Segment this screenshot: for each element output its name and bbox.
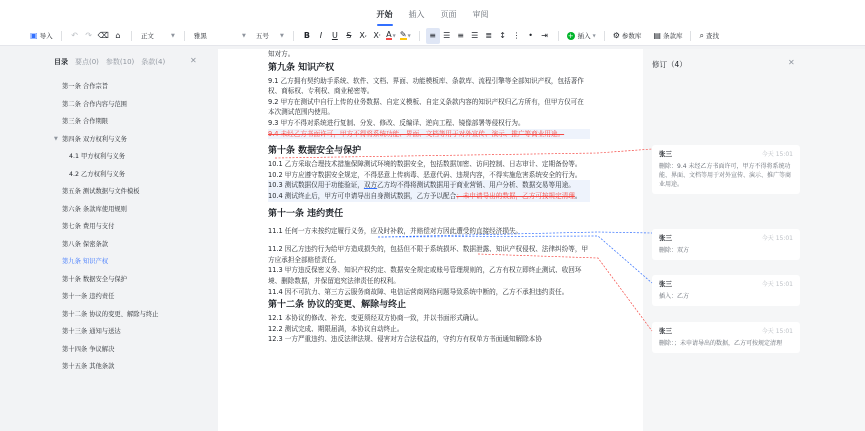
eraser-icon: ⌫ xyxy=(97,30,109,40)
book-icon: ▤ xyxy=(653,30,661,40)
plus-icon: + xyxy=(567,31,574,40)
toc-item[interactable] xyxy=(47,271,207,289)
bullet-list-icon: • xyxy=(528,30,534,40)
toc-item[interactable] xyxy=(47,78,207,96)
spacer xyxy=(268,139,590,143)
paragraph-10-1: 10.1 乙方采取合理技术措施保障测试环境的数据安全，包括数据加密、访问控制、日志审计、定期备份等。 xyxy=(268,160,582,169)
toc-item[interactable] xyxy=(47,166,207,184)
paragraph-10-2: 10.2 甲方应遵守数据安全规定，不得恶意上传病毒、恶意代码、违规内容，不得实施危害系统安全的行为。 xyxy=(268,170,582,179)
highlight-button[interactable] xyxy=(398,28,413,44)
text-run: 。 xyxy=(574,191,582,200)
find-button[interactable] xyxy=(697,28,720,44)
revision-text: 删除：9.4 未经乙方书面许可，甲方不得将系统功能、界面、文档等用于对外宣传、演示、推广等商业用途。 xyxy=(659,163,792,188)
chevron-down-icon: ▼ xyxy=(242,32,246,39)
toc-item-label: 第二条 合作内容与范围 xyxy=(62,100,127,108)
divider xyxy=(558,31,559,41)
text-run: 10.4 测试终止后，甲方可申请导出自身测试数据，乙方予以配合 xyxy=(268,191,457,200)
bold-icon: B xyxy=(303,30,310,40)
toc-item-label: 第九条 知识产权 xyxy=(62,258,109,265)
paragraph-9-4[interactable] xyxy=(268,129,590,140)
align-right-icon: ≡ xyxy=(457,30,464,40)
paragraph-11-2: 11.2 因乙方违约行为给甲方造成损失的，包括但不限于系统损坏、数据泄露、知识产权侵权、法律纠纷等，甲方应承担全部赔偿责任。 xyxy=(268,245,589,264)
strikethrough-icon: S xyxy=(346,30,352,40)
revision-time: 今天 15:01 xyxy=(761,281,793,288)
indent-button[interactable] xyxy=(538,28,552,44)
paragraph-11-1: 11.1 任何一方未按约定履行义务，应及时补救，并赔偿对方因此遭受的直接经济损失。 xyxy=(268,226,523,235)
ordered-list-button[interactable] xyxy=(510,28,524,44)
paragraph-11-4: 11.4 因不可抗力、第三方云服务商故障、电信运营商网络问题导致系统中断的，乙方不承担违约责任。 xyxy=(268,287,569,296)
font-size-value: 五号 xyxy=(255,32,269,40)
revision-author: 张三 xyxy=(659,327,672,335)
chevron-down-icon: ▼ xyxy=(392,33,396,38)
tab-insert[interactable]: 插入 xyxy=(408,10,425,19)
divider xyxy=(184,31,185,41)
italic-button[interactable] xyxy=(314,28,328,44)
tab-params[interactable]: 参数(10) xyxy=(105,58,135,66)
strikethrough-button[interactable] xyxy=(342,28,356,44)
toc-list xyxy=(47,78,207,376)
library-icon: ⚙ xyxy=(612,30,620,40)
spacer xyxy=(268,236,590,244)
heading-article-10: 第十条 数据安全与保护 xyxy=(268,146,362,157)
tab-clauses[interactable]: 条款(4) xyxy=(141,58,166,66)
underline-icon: U xyxy=(331,30,338,40)
clauses-library-button[interactable] xyxy=(651,28,684,44)
params-label: 参数库 xyxy=(621,32,642,40)
toc-item[interactable] xyxy=(47,183,207,201)
toc-item-label: 第十五条 其他条款 xyxy=(62,363,115,370)
unordered-list-button[interactable] xyxy=(524,28,538,44)
font-color-icon: A xyxy=(386,30,392,39)
paragraph-10-4[interactable] xyxy=(268,191,590,202)
chevron-down-icon: ▼ xyxy=(171,32,175,39)
chevron-down-icon: ▼ xyxy=(592,33,596,38)
divider xyxy=(604,31,605,41)
distribute-button[interactable] xyxy=(482,28,496,44)
justify-icon: ☰ xyxy=(471,30,479,40)
outline-tabs xyxy=(47,52,207,72)
paragraph-9-3: 9.3 甲方不得对系统进行复制、分发、修改、反编译、逆向工程、镜像部署等侵权行为。 xyxy=(268,118,525,127)
close-icon[interactable]: ✕ xyxy=(190,56,197,65)
format-painter-button[interactable] xyxy=(111,28,125,44)
tab-page[interactable]: 页面 xyxy=(440,10,457,19)
search-icon: ⌕ xyxy=(699,30,704,40)
style-value: 正文 xyxy=(140,32,154,40)
paragraph-12-3: 12.3 一方严重违约、违反法律法规、侵害对方合法权益的，守约方有权单方书面通知解除本协 xyxy=(268,335,542,344)
document-page[interactable] xyxy=(218,49,643,431)
font-size-select[interactable] xyxy=(253,29,287,42)
superscript-button[interactable] xyxy=(370,28,384,44)
format-painter-icon: ⌂ xyxy=(115,30,121,40)
undo-icon: ↶ xyxy=(71,30,78,40)
toolbar xyxy=(0,26,865,46)
close-icon[interactable]: ✕ xyxy=(788,58,795,67)
align-right-button[interactable] xyxy=(454,28,468,44)
toc-item[interactable] xyxy=(47,131,207,149)
revision-author: 张三 xyxy=(659,280,672,288)
find-label: 查找 xyxy=(705,32,719,40)
toc-item[interactable] xyxy=(47,218,207,236)
paragraph: 知对方。 xyxy=(268,50,295,58)
toc-item[interactable] xyxy=(47,113,207,131)
toc-item-label: 第十四条 争议解决 xyxy=(62,345,115,353)
revision-card[interactable] xyxy=(652,275,800,306)
spacer xyxy=(268,202,590,206)
subscript-button[interactable] xyxy=(356,28,370,44)
align-center-button[interactable] xyxy=(440,28,454,44)
toc-item-label: 第四条 双方权利与义务 xyxy=(62,135,127,143)
subscript-icon: X xyxy=(359,30,365,40)
superscript-icon: X xyxy=(373,30,379,40)
toc-item-label: 第十条 数据安全与保护 xyxy=(62,275,127,283)
text-run: 乙方均不得将测试数据用于商业营销、用户分析、数据交易等用途。 xyxy=(377,181,575,190)
align-left-icon: ≡ xyxy=(429,30,436,40)
divider xyxy=(61,31,62,41)
revision-author: 张三 xyxy=(659,234,672,242)
chevron-down-icon[interactable]: ▼ xyxy=(54,135,58,142)
toc-item-label: 第五条 测试数据与文件模板 xyxy=(62,188,140,195)
import-label: 导入 xyxy=(39,32,53,40)
highlighter-icon: ✎ xyxy=(399,30,407,39)
clauses-label: 条款库 xyxy=(662,32,683,40)
chevron-down-icon: ▼ xyxy=(280,32,284,39)
toc-item[interactable] xyxy=(47,253,207,271)
revised-text[interactable]: 双方 xyxy=(363,181,378,190)
insert-button[interactable] xyxy=(565,28,598,44)
style-select[interactable] xyxy=(138,29,178,42)
justify-button[interactable] xyxy=(468,28,482,44)
toc-item[interactable] xyxy=(47,358,207,376)
tab-start[interactable]: 开始 xyxy=(369,9,401,26)
text-run: 10.3 测试数据仅用于功能验证， xyxy=(268,181,364,190)
toc-item-label: 第十二条 协议的变更、解除与终止 xyxy=(62,310,159,318)
revision-text: 插入：乙方 xyxy=(659,293,690,300)
line-spacing-icon: ↕ xyxy=(499,30,506,40)
heading-article-9: 第九条 知识产权 xyxy=(268,62,335,73)
tab-review[interactable]: 审阅 xyxy=(472,10,489,19)
paragraph-10-3[interactable] xyxy=(268,180,590,191)
revision-author: 张三 xyxy=(659,150,672,158)
superscript-mark: ² xyxy=(378,33,381,38)
toc-item-label: 第十一条 违约责任 xyxy=(62,293,115,300)
paragraph-12-2: 12.2 测试完成、期限届满，本协议自动终止。 xyxy=(268,324,404,333)
toc-item-label: 第六条 条款库使用规则 xyxy=(62,205,127,213)
underline-button[interactable] xyxy=(328,28,342,44)
deleted-text[interactable]: 9.4 未经乙方书面许可，甲方不得将系统功能、界面、文档等用于对外宣传、演示、推广等商业用途。 xyxy=(268,129,565,138)
revision-time: 今天 15:01 xyxy=(761,235,793,242)
toc-item-label: 第七条 费用与支付 xyxy=(62,223,115,230)
undo-button[interactable] xyxy=(68,28,82,44)
toc-item-label: 第十三条 通知与送达 xyxy=(62,328,121,335)
font-color-button[interactable] xyxy=(384,28,398,44)
paragraph-9-1: 9.1 乙方拥有契约助手系统、软件、文档、界面、功能模板库、条款库、流程引擎等全部知识产权，包括著作权、商标权、专利权、商业秘密等。 xyxy=(268,76,584,96)
insert-label: 插入 xyxy=(577,32,591,40)
toc-item[interactable] xyxy=(47,288,207,306)
align-left-button[interactable] xyxy=(426,28,440,44)
ordered-list-icon: ⋮ xyxy=(512,30,521,40)
paragraph-9-2: 9.2 甲方在测试中自行上传的业务数据、自定义模板、自定义条款内容的知识产权归乙方所有，但甲方仅可在本次测试范围内使用。 xyxy=(268,97,584,117)
distribute-icon: ≣ xyxy=(485,30,492,40)
revision-card[interactable] xyxy=(652,322,800,353)
toc-item-label: 第三条 合作期限 xyxy=(62,118,109,125)
font-select[interactable] xyxy=(191,29,249,42)
toc-item-label: 第一条 合作宗旨 xyxy=(62,83,109,90)
redo-button[interactable] xyxy=(82,28,96,44)
revision-card[interactable] xyxy=(652,229,800,260)
document-body[interactable] xyxy=(268,49,590,345)
params-library-button[interactable] xyxy=(611,28,644,44)
revision-text: 删除：；未申请导出的数据，乙方可按规定清理 xyxy=(659,340,783,347)
toc-item-label: 4.2 乙方权利与义务 xyxy=(69,170,126,178)
divider xyxy=(419,31,420,41)
tab-toc[interactable]: 目录 xyxy=(54,58,68,66)
line-spacing-button[interactable] xyxy=(496,28,510,44)
ribbon-tabs xyxy=(0,0,865,26)
align-center-icon: ☰ xyxy=(443,30,451,40)
divider xyxy=(293,31,294,41)
revisions-panel xyxy=(643,49,865,431)
heading-article-12: 第十二条 协议的变更、解除与终止 xyxy=(268,300,407,311)
redo-icon: ↷ xyxy=(85,30,92,40)
toc-item[interactable] xyxy=(47,96,207,114)
divider xyxy=(131,31,132,41)
subscript-mark: ₂ xyxy=(364,33,367,38)
chevron-down-icon: ▼ xyxy=(407,33,411,38)
revision-text: 删除：双方 xyxy=(659,247,690,254)
indent-icon: ⇥ xyxy=(541,30,548,40)
italic-icon: I xyxy=(319,30,323,40)
paragraph-12-1: 12.1 本协议的修改、补充、变更须经双方协商一致，并以书面形式确认。 xyxy=(268,314,483,323)
toc-item[interactable] xyxy=(47,201,207,219)
heading-article-11: 第十一条 违约责任 xyxy=(268,208,344,219)
import-button[interactable] xyxy=(28,28,55,44)
deleted-text[interactable]: ；未申请导出的数据，乙方可按规定清理 xyxy=(456,191,575,200)
revision-card[interactable] xyxy=(652,145,800,194)
bold-button[interactable] xyxy=(300,28,314,44)
toc-item[interactable] xyxy=(47,323,207,341)
revision-time: 今天 15:01 xyxy=(761,328,793,335)
toc-item-label: 4.1 甲方权利与义务 xyxy=(69,153,126,160)
import-icon: ▣ xyxy=(30,30,38,40)
toc-item[interactable] xyxy=(47,148,207,166)
tab-points[interactable]: 要点(0) xyxy=(75,58,99,66)
toc-item-label: 第八条 保密条款 xyxy=(62,240,109,248)
toc-item[interactable] xyxy=(47,306,207,324)
toc-item[interactable] xyxy=(47,236,207,254)
revision-time: 今天 15:01 xyxy=(761,151,793,158)
outline-panel xyxy=(47,52,207,431)
paragraph-11-3: 11.3 甲方违反保密义务、知识产权约定、数据安全规定或账号管理规则的，乙方有权立即终止测试、收回环境、删除数据，并保留追究法律责任的权利。 xyxy=(268,266,582,285)
revisions-title: 修订（4） xyxy=(652,60,687,69)
font-value: 雅黑 xyxy=(193,32,207,40)
divider xyxy=(690,31,691,41)
clear-format-button[interactable] xyxy=(96,28,111,44)
toc-item[interactable] xyxy=(47,341,207,359)
